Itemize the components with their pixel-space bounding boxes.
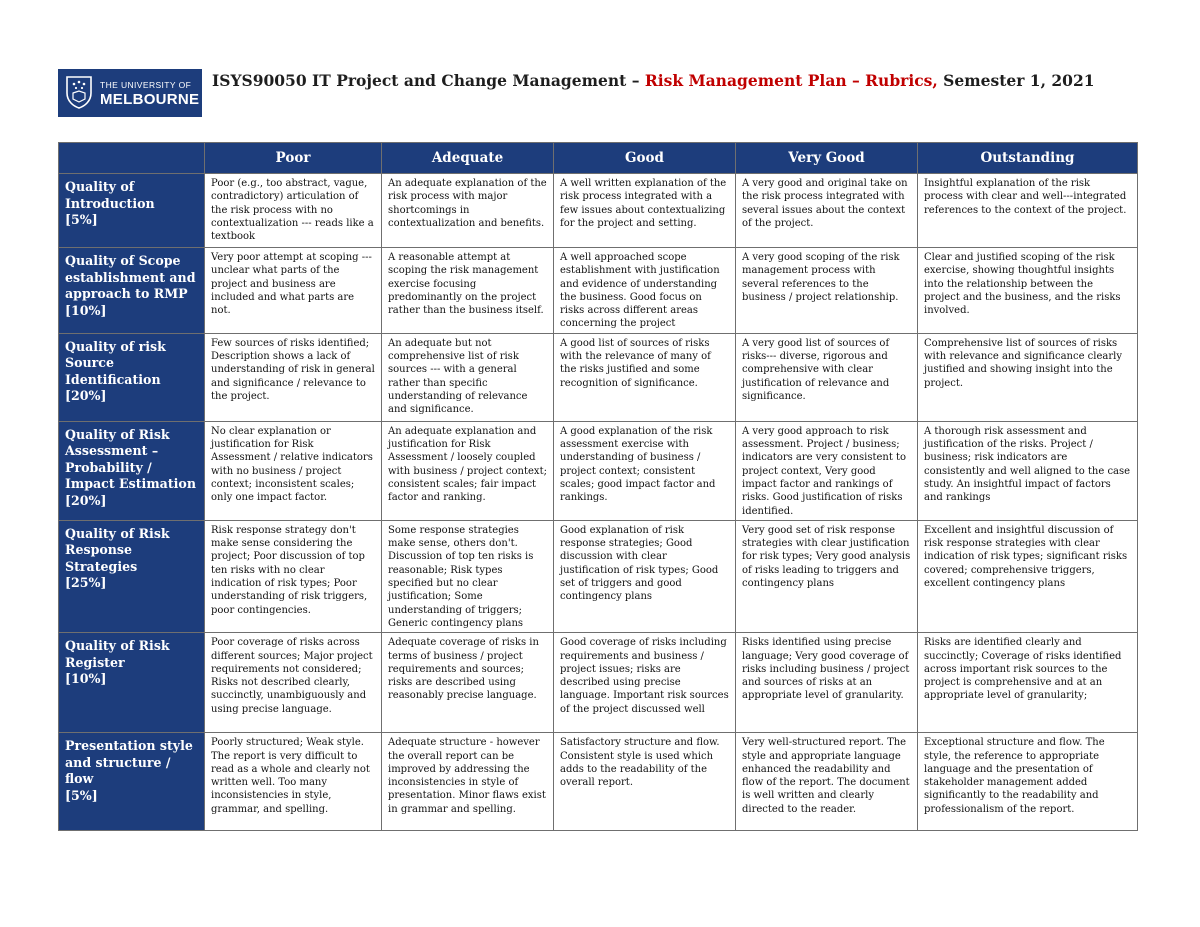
criterion-cell (59, 520, 205, 632)
rubric-cell-adequate: An adequate explanation and justification for Risk Assessment / loosely coupled with business / project context; consistent scales; fair impact factor and ranking. (382, 421, 554, 520)
rubric-cell-outstanding: Comprehensive list of sources of risks with relevance and significance clearly justified and showing insight into the project. (918, 333, 1138, 421)
rubric-cell-good: A well approached scope establishment with justification and evidence of understanding the business. Good focus on risks across different areas concerning the project (554, 248, 736, 334)
rubric-cell-adequate: Adequate structure - however the overall report can be improved by addressing the inconsistencies in style of presentation. Minor flaws exist in grammar and spelling. (382, 733, 554, 831)
rubric-cell-outstanding: Clear and justified scoping of the risk exercise, showing thoughtful insights into the relationship between the project and the business, and the risks involved. (918, 248, 1138, 334)
table-row (59, 421, 1138, 520)
header-very-good: Very Good (736, 143, 918, 174)
criterion-weight: [5%] (65, 212, 98, 227)
university-logo (58, 69, 202, 117)
title-course: ISYS90050 IT Project and Change Management – (212, 71, 645, 90)
rubric-cell-adequate: A reasonable attempt at scoping the risk management exercise focusing predominantly on the project rather than the business itself. (382, 248, 554, 334)
criterion-label: Quality of risk Source Identification (65, 338, 166, 387)
rubric-cell-adequate: Some response strategies make sense, others don't. Discussion of top ten risks is reasonable; Risk types specified but no clear justification; Some understanding of triggers; Generic contingency plans (382, 520, 554, 632)
rubric-cell-poor: Few sources of risks identified; Description shows a lack of understanding of risk in general and significance / relevance to the project. (205, 333, 382, 421)
rubric-cell-very-good: Very well-structured report. The style and appropriate language enhanced the readability and flow of the report. The document is well written and clearly directed to the reader. (736, 733, 918, 831)
rubric-cell-adequate: An adequate explanation of the risk process with major shortcomings in contextualization and benefits. (382, 174, 554, 248)
crest-icon (65, 75, 93, 109)
table-row (59, 174, 1138, 248)
header-blank (59, 143, 205, 174)
table-row (59, 520, 1138, 632)
header-good: Good (554, 143, 736, 174)
title-subject: Risk Management Plan – Rubrics, (644, 71, 938, 90)
rubric-cell-good: Satisfactory structure and flow. Consistent style is used which adds to the readability of the overall report. (554, 733, 736, 831)
logo-line-1: THE UNIVERSITY OF (100, 80, 192, 90)
rubric-cell-poor: Very poor attempt at scoping --- unclear what parts of the project and business are included and what parts are not. (205, 248, 382, 334)
rubric-cell-outstanding: Insightful explanation of the risk process with clear and well---integrated references to the context of the project. (918, 174, 1138, 248)
criterion-cell (59, 633, 205, 733)
criterion-cell (59, 174, 205, 248)
criterion-weight: [25%] (65, 575, 107, 591)
criterion-label: Presentation style and structure / flow (65, 738, 193, 787)
rubric-table (58, 142, 1138, 831)
rubric-cell-outstanding: Risks are identified clearly and succinctly; Coverage of risks identified across important risk sources to the project is comprehensive and at an appropriate level of granularity; (918, 633, 1138, 733)
logo-line-2: MELBOURNE (100, 91, 200, 108)
rubric-cell-outstanding: Excellent and insightful discussion of risk response strategies with clear indication of risk types; significant risks covered; comprehensive triggers, excellent contingency plans (918, 520, 1138, 632)
rubric-cell-adequate: An adequate but not comprehensive list of risk sources --- with a general rather than specific understanding of relevance and significance. (382, 333, 554, 421)
table-row (59, 633, 1138, 733)
rubric-cell-very-good: Risks identified using precise language; Very good coverage of risks including business / project and sources of risks at an appropriate level of granularity. (736, 633, 918, 733)
rubric-cell-good: Good coverage of risks including requirements and business / project issues; risks are described using precise language. Important risk sources of the project discussed well (554, 633, 736, 733)
rubric-cell-very-good: A very good list of sources of risks--- diverse, rigorous and comprehensive with clear justification of relevance and significance. (736, 333, 918, 421)
rubric-cell-poor: Poor (e.g., too abstract, vague, contradictory) articulation of the risk process with no contextualization --- reads like a textbook (205, 174, 382, 248)
rubric-cell-outstanding: Exceptional structure and flow. The style, the reference to appropriate language and the presentation of stakeholder management added significantly to the readability and professionalism of the report. (918, 733, 1138, 831)
rubric-cell-poor: No clear explanation or justification for Risk Assessment / relative indicators with no business / project context; inconsistent scales; only one impact factor. (205, 421, 382, 520)
criterion-label: Quality of Scope establishment and approach to RMP (65, 253, 196, 301)
criterion-cell (59, 248, 205, 334)
criterion-label: Quality of Risk Assessment – Probability / Impact Estimation (65, 426, 196, 492)
header-adequate: Adequate (382, 143, 554, 174)
criterion-weight: [5%] (65, 787, 98, 803)
header-outstanding: Outstanding (918, 143, 1138, 174)
rubric-cell-very-good: Very good set of risk response strategies with clear justification for risk types; Very good analysis of risks leading to triggers and contingency plans (736, 520, 918, 632)
header-row (59, 143, 1138, 174)
table-row (59, 733, 1138, 831)
criterion-label: Quality of Risk Response Strategies (65, 525, 170, 574)
document-title (212, 71, 1095, 90)
rubric-cell-poor: Risk response strategy don't make sense considering the project; Poor discussion of top ten risks with no clear indication of risk types; Poor understanding of risk triggers, poor contingencies. (205, 520, 382, 632)
criterion-weight: [10%] (65, 302, 107, 318)
criterion-label: Quality of Risk Register (65, 638, 170, 670)
title-semester: Semester 1, 2021 (937, 71, 1095, 90)
criterion-cell (59, 733, 205, 831)
criterion-weight: [20%] (65, 492, 107, 508)
rubric-cell-very-good: A very good approach to risk assessment. Project / business; indicators are very consistent to project context, Very good impact factor and rankings of risks. Good justification of risks identified. (736, 421, 918, 520)
rubric-cell-good: A good explanation of the risk assessment exercise with understanding of business / project context; consistent scales; good impact factor and rankings. (554, 421, 736, 520)
criterion-weight: [20%] (65, 388, 107, 404)
rubric-cell-poor: Poorly structured; Weak style. The report is very difficult to read as a whole and clearly not written well. Too many inconsistencies in style, grammar, and spelling. (205, 733, 382, 831)
rubric-cell-outstanding: A thorough risk assessment and justification of the risks. Project / business; risk indicators are consistently and well aligned to the case study. An insightful impact of factors and rankings (918, 421, 1138, 520)
criterion-label: Quality of Introduction (65, 179, 155, 211)
criterion-weight: [10%] (65, 671, 107, 687)
rubric-cell-very-good: A very good and original take on the risk process integrated with several issues about the context of the project. (736, 174, 918, 248)
rubric-cell-very-good: A very good scoping of the risk management process with several references to the business / project relationship. (736, 248, 918, 334)
rubric-cell-good: Good explanation of risk response strategies; Good discussion with clear justification of risk types; Good set of triggers and good contingency plans (554, 520, 736, 632)
rubric-cell-poor: Poor coverage of risks across different sources; Major project requirements not considered; Risks not described clearly, succinctly, unambiguously and using precise language. (205, 633, 382, 733)
table-row (59, 248, 1138, 334)
header-poor: Poor (205, 143, 382, 174)
criterion-cell (59, 333, 205, 421)
rubric-cell-good: A good list of sources of risks with the relevance of many of the risks justified and some recognition of significance. (554, 333, 736, 421)
rubric-cell-good: A well written explanation of the risk process integrated with a few issues about contextualizing for the project and setting. (554, 174, 736, 248)
rubric-cell-adequate: Adequate coverage of risks in terms of business / project requirements and sources; risks are described using reasonably precise language. (382, 633, 554, 733)
criterion-cell (59, 421, 205, 520)
table-row (59, 333, 1138, 421)
